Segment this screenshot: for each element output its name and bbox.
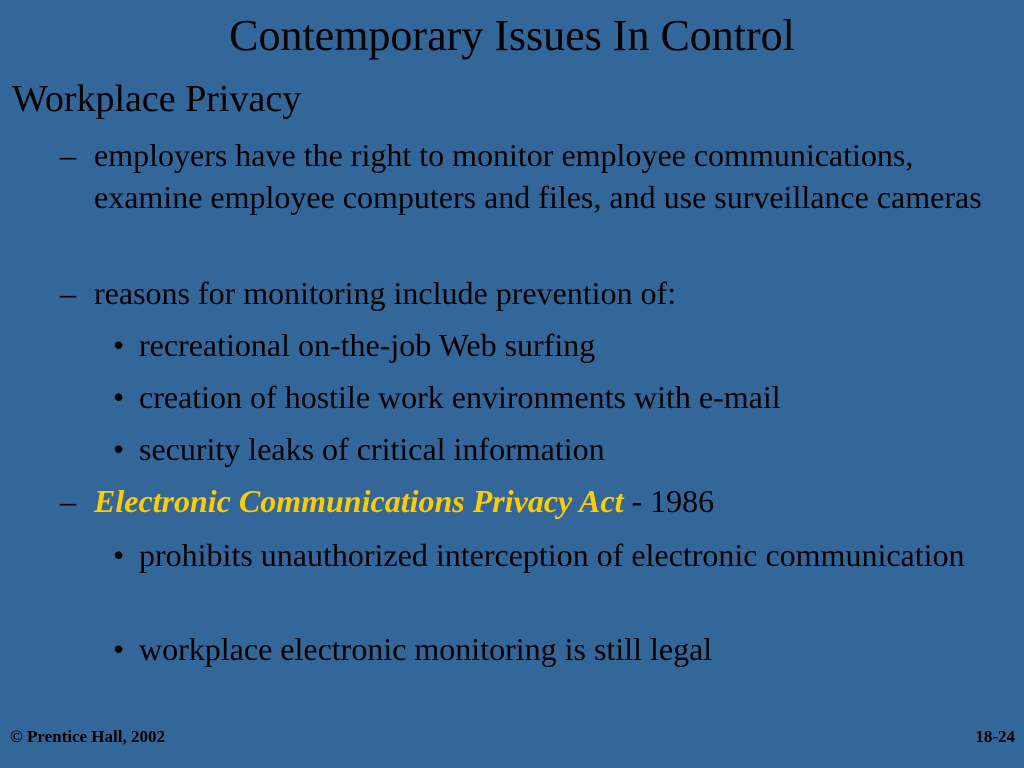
bullet-marker: • xyxy=(113,379,125,415)
subpoint-web-surfing: recreational on-the-job Web surfing xyxy=(139,327,596,363)
act-year: - 1986 xyxy=(623,483,715,519)
bullet-marker: • xyxy=(113,327,125,363)
act-name: Electronic Communications Privacy Act xyxy=(94,483,624,519)
act-bullet-still-legal: workplace electronic monitoring is still legal xyxy=(139,631,713,667)
bullet-marker: • xyxy=(113,631,125,667)
footer-page-number: 18-24 xyxy=(975,727,1015,746)
subpoint-hostile-environments: creation of hostile work environments with e-mail xyxy=(139,379,781,415)
point-employers-rights: employers have the right to monitor employee communications, examine employee computers and files, and use surveillance cameras xyxy=(94,137,982,215)
point-reasons-for-monitoring: reasons for monitoring include prevention of: xyxy=(94,275,677,311)
section-heading: Workplace Privacy xyxy=(12,78,302,120)
bullet-marker: • xyxy=(113,431,125,467)
bullet-marker: • xyxy=(113,537,125,573)
act-bullet-prohibits: prohibits unauthorized interception of electronic communication xyxy=(139,537,965,573)
dash-marker: – xyxy=(60,275,76,311)
slide-title: Contemporary Issues In Control xyxy=(229,11,795,60)
dash-marker: – xyxy=(60,483,76,519)
dash-marker: – xyxy=(60,137,76,173)
subpoint-security-leaks: security leaks of critical information xyxy=(139,431,605,467)
point-privacy-act xyxy=(94,480,1014,522)
footer-copyright: © Prentice Hall, 2002 xyxy=(10,727,165,746)
